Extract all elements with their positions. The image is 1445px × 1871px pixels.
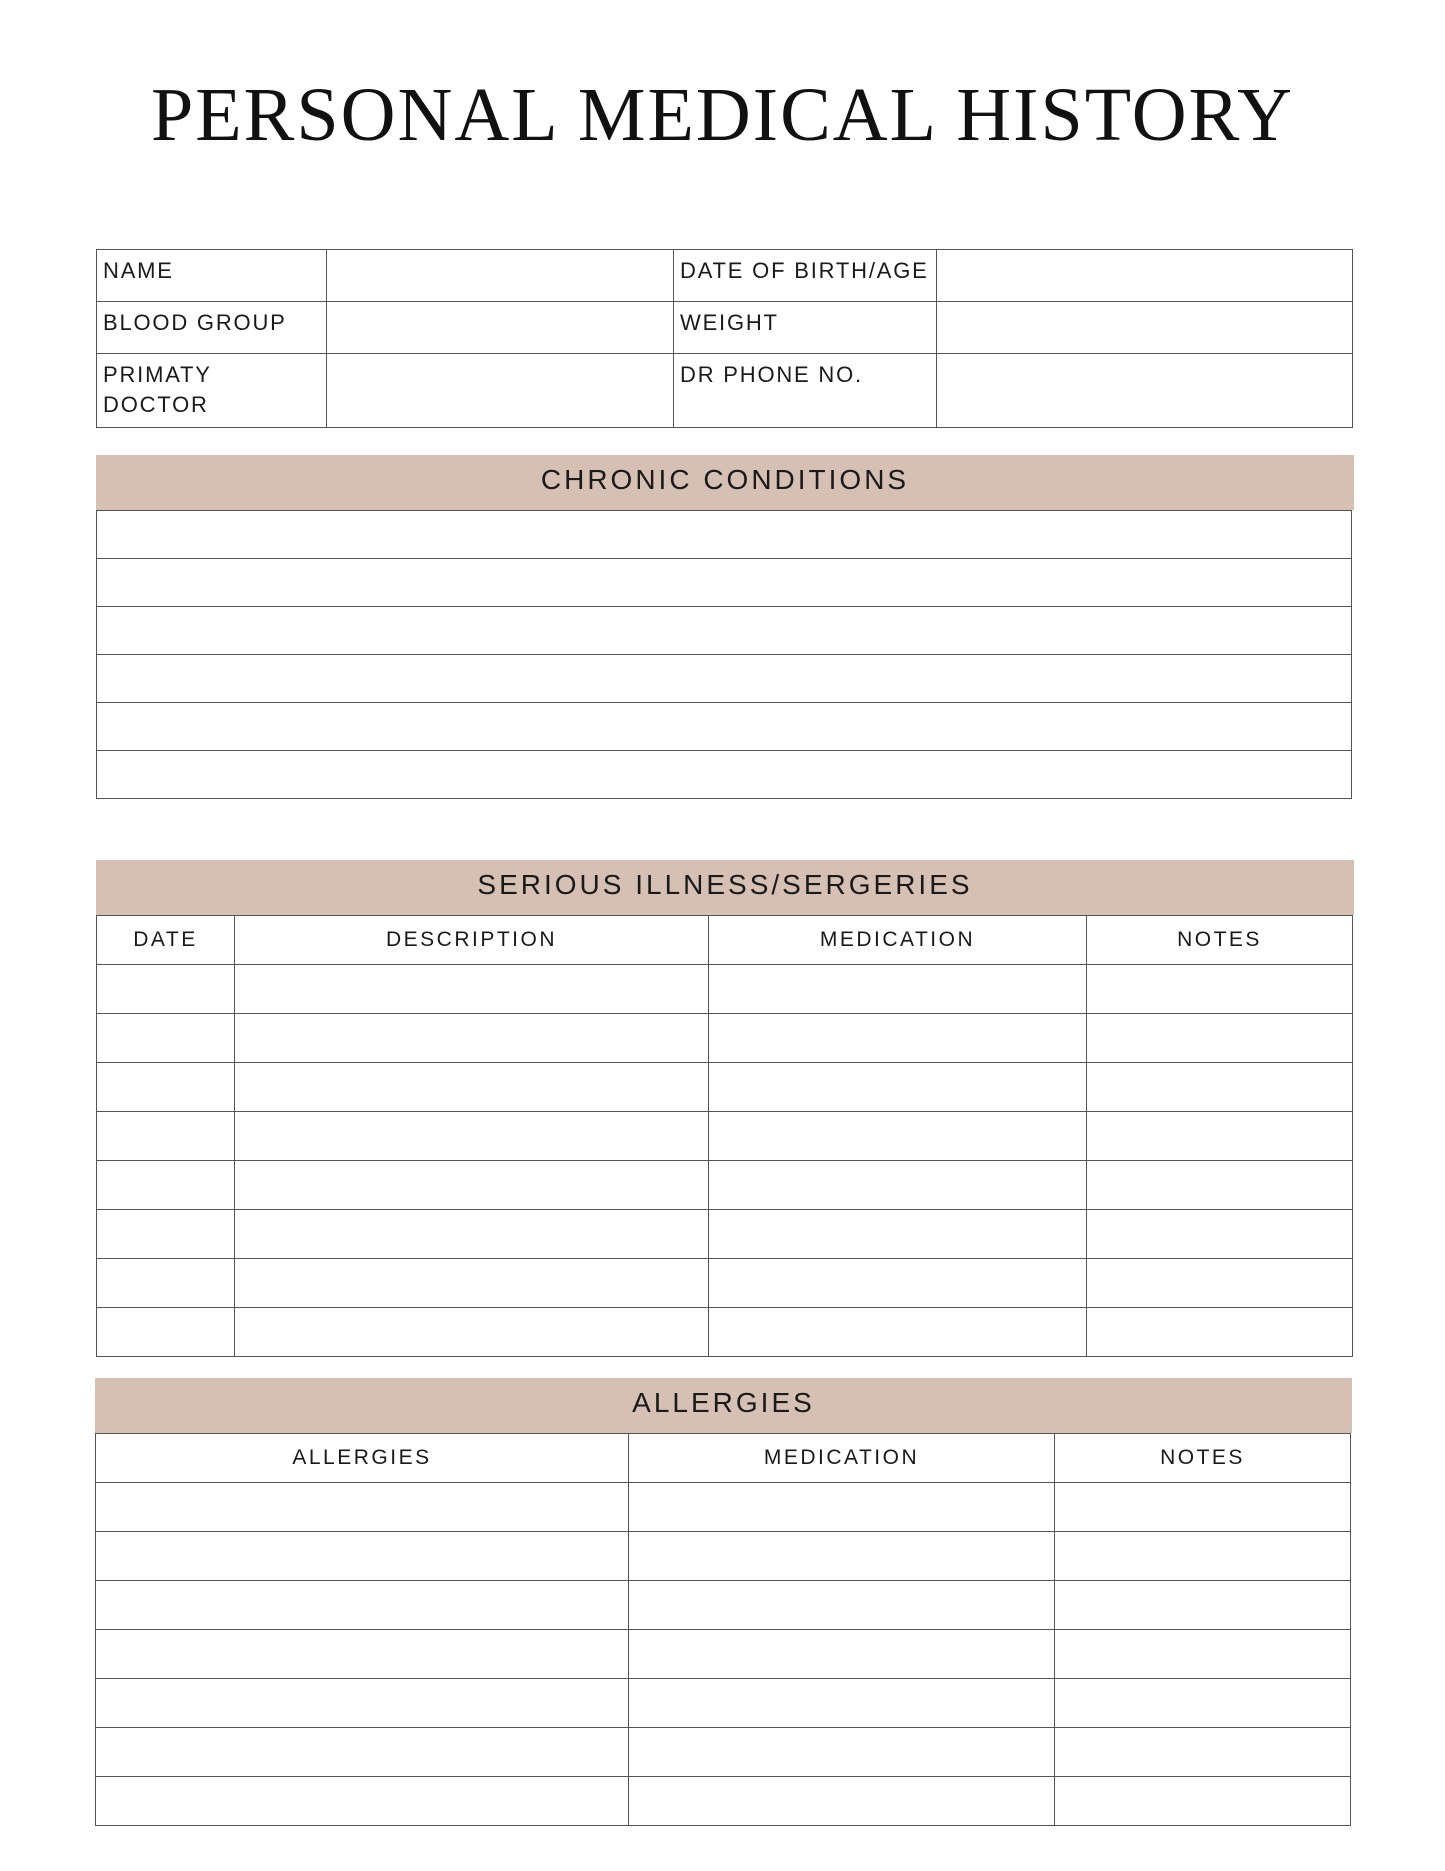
allergy-cell[interactable] — [1055, 1728, 1351, 1777]
allergy-cell[interactable] — [629, 1581, 1055, 1630]
allergy-row — [96, 1581, 1351, 1630]
allergy-row — [96, 1630, 1351, 1679]
allergy-cell[interactable] — [96, 1728, 629, 1777]
allergy-cell[interactable] — [1055, 1483, 1351, 1532]
illness-row — [97, 1063, 1353, 1112]
allergy-cell[interactable] — [629, 1679, 1055, 1728]
illness-header-medication: MEDICATION — [709, 916, 1087, 965]
weight-field[interactable] — [937, 302, 1353, 354]
illness-cell[interactable] — [1087, 1063, 1353, 1112]
allergy-cell[interactable] — [96, 1630, 629, 1679]
chronic-condition-row — [97, 511, 1352, 559]
illness-row — [97, 965, 1353, 1014]
name-label: NAME — [97, 250, 327, 302]
allergy-row — [96, 1777, 1351, 1826]
allergy-row — [96, 1532, 1351, 1581]
illness-header-date: DATE — [97, 916, 235, 965]
illness-row — [97, 1112, 1353, 1161]
illness-cell[interactable] — [235, 1063, 709, 1112]
allergy-header-medication: MEDICATION — [629, 1434, 1055, 1483]
illness-row — [97, 1308, 1353, 1357]
illness-cell[interactable] — [1087, 965, 1353, 1014]
illness-cell[interactable] — [97, 1112, 235, 1161]
allergies-table — [95, 1433, 1351, 1826]
illness-cell[interactable] — [1087, 1014, 1353, 1063]
illness-cell[interactable] — [235, 1014, 709, 1063]
illness-cell[interactable] — [1087, 1112, 1353, 1161]
allergy-cell[interactable] — [1055, 1630, 1351, 1679]
chronic-conditions-heading: CHRONIC CONDITIONS — [96, 455, 1354, 510]
chronic-condition-cell[interactable] — [97, 655, 1352, 703]
allergy-cell[interactable] — [96, 1777, 629, 1826]
allergy-header-notes: NOTES — [1055, 1434, 1351, 1483]
illness-row — [97, 1161, 1353, 1210]
chronic-condition-cell[interactable] — [97, 751, 1352, 799]
illness-cell[interactable] — [235, 965, 709, 1014]
illness-cell[interactable] — [97, 1161, 235, 1210]
doctor-phone-field[interactable] — [937, 354, 1353, 428]
illness-cell[interactable] — [709, 1259, 1087, 1308]
allergy-header-allergies: ALLERGIES — [96, 1434, 629, 1483]
illness-cell[interactable] — [235, 1210, 709, 1259]
illness-cell[interactable] — [709, 965, 1087, 1014]
allergy-row — [96, 1728, 1351, 1777]
illness-cell[interactable] — [1087, 1308, 1353, 1357]
chronic-condition-cell[interactable] — [97, 607, 1352, 655]
personal-info-table — [96, 249, 1353, 428]
illness-cell[interactable] — [97, 965, 235, 1014]
allergy-row — [96, 1483, 1351, 1532]
illness-cell[interactable] — [97, 1063, 235, 1112]
serious-illness-heading: SERIOUS ILLNESS/SERGERIES — [96, 860, 1354, 915]
allergy-cell[interactable] — [629, 1630, 1055, 1679]
illness-row — [97, 1259, 1353, 1308]
chronic-condition-cell[interactable] — [97, 511, 1352, 559]
illness-cell[interactable] — [235, 1308, 709, 1357]
allergy-cell[interactable] — [96, 1679, 629, 1728]
illness-row — [97, 1210, 1353, 1259]
dob-field[interactable] — [937, 250, 1353, 302]
chronic-condition-cell[interactable] — [97, 559, 1352, 607]
chronic-condition-row — [97, 559, 1352, 607]
page-title: PERSONAL MEDICAL HISTORY — [150, 73, 1295, 157]
illness-cell[interactable] — [709, 1112, 1087, 1161]
allergy-cell[interactable] — [96, 1483, 629, 1532]
illness-cell[interactable] — [709, 1161, 1087, 1210]
illness-cell[interactable] — [235, 1161, 709, 1210]
illness-cell[interactable] — [709, 1063, 1087, 1112]
illness-cell[interactable] — [1087, 1259, 1353, 1308]
allergy-row — [96, 1679, 1351, 1728]
allergy-cell[interactable] — [96, 1581, 629, 1630]
illness-cell[interactable] — [709, 1210, 1087, 1259]
chronic-condition-row — [97, 703, 1352, 751]
allergy-cell[interactable] — [629, 1777, 1055, 1826]
name-field[interactable] — [327, 250, 674, 302]
doctor-phone-label: DR PHONE NO. — [674, 354, 937, 428]
illness-cell[interactable] — [97, 1259, 235, 1308]
blood-group-label: BLOOD GROUP — [97, 302, 327, 354]
primary-doctor-field[interactable] — [327, 354, 674, 428]
serious-illness-table — [96, 915, 1353, 1357]
allergies-heading: ALLERGIES — [95, 1378, 1352, 1433]
illness-cell[interactable] — [1087, 1210, 1353, 1259]
illness-header-description: DESCRIPTION — [235, 916, 709, 965]
allergy-cell[interactable] — [629, 1728, 1055, 1777]
illness-cell[interactable] — [97, 1308, 235, 1357]
allergy-cell[interactable] — [629, 1532, 1055, 1581]
illness-header-notes: NOTES — [1087, 916, 1353, 965]
primary-doctor-label — [97, 354, 327, 428]
illness-cell[interactable] — [97, 1014, 235, 1063]
blood-group-field[interactable] — [327, 302, 674, 354]
illness-row — [97, 1014, 1353, 1063]
chronic-conditions-table — [96, 510, 1352, 799]
primary-doctor-label-line2: DOCTOR — [103, 392, 209, 417]
dob-label: DATE OF BIRTH/AGE — [674, 250, 937, 302]
allergy-cell[interactable] — [1055, 1532, 1351, 1581]
allergy-cell[interactable] — [1055, 1679, 1351, 1728]
illness-cell[interactable] — [235, 1112, 709, 1161]
chronic-condition-row — [97, 751, 1352, 799]
chronic-condition-row — [97, 607, 1352, 655]
illness-cell[interactable] — [97, 1210, 235, 1259]
illness-cell[interactable] — [235, 1259, 709, 1308]
illness-cell[interactable] — [709, 1014, 1087, 1063]
chronic-condition-cell[interactable] — [97, 703, 1352, 751]
primary-doctor-label-line1: PRIMATY — [103, 362, 212, 387]
chronic-condition-row — [97, 655, 1352, 703]
illness-cell[interactable] — [1087, 1161, 1353, 1210]
illness-cell[interactable] — [709, 1308, 1087, 1357]
allergy-cell[interactable] — [96, 1532, 629, 1581]
weight-label: WEIGHT — [674, 302, 937, 354]
allergy-cell[interactable] — [1055, 1581, 1351, 1630]
allergy-cell[interactable] — [629, 1483, 1055, 1532]
allergy-cell[interactable] — [1055, 1777, 1351, 1826]
